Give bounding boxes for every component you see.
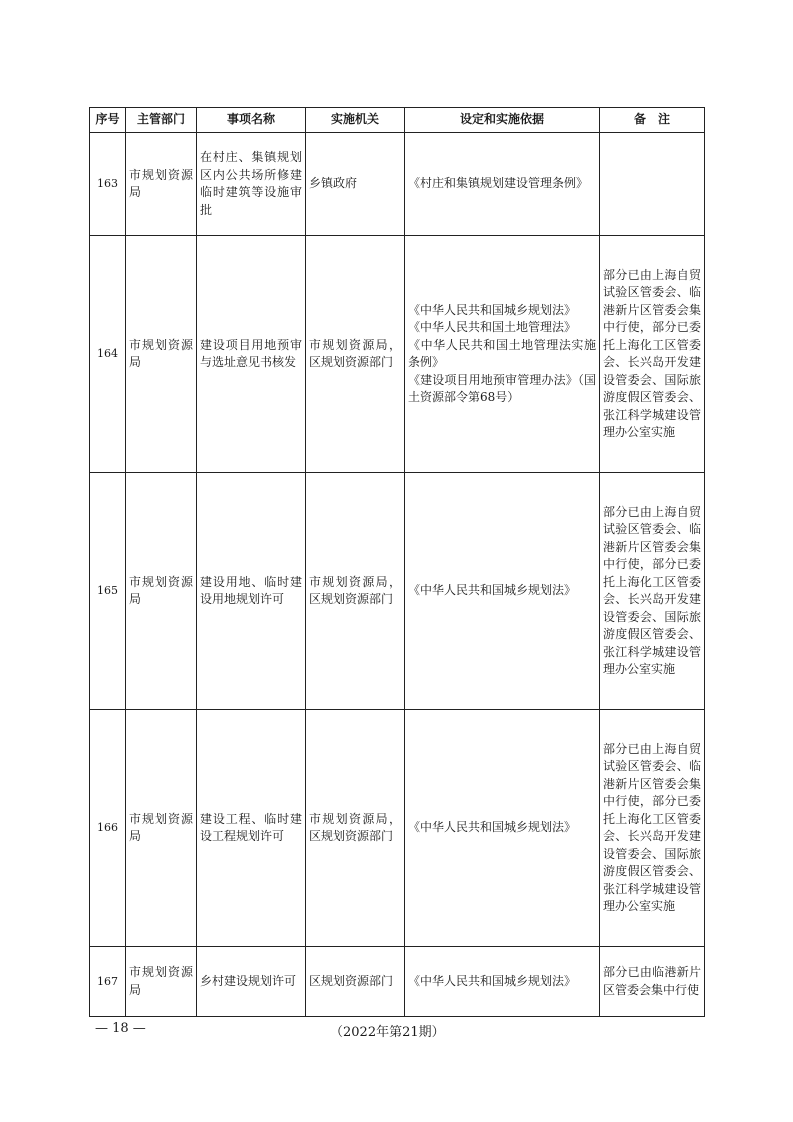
cell-item: 在村庄、集镇规划区内公共场所修建临时建筑等设施审批 — [197, 133, 306, 236]
table-row — [90, 133, 705, 236]
table-row — [90, 947, 705, 1017]
header-seq: 序号 — [90, 108, 126, 133]
cell-basis: 《中华人民共和国城乡规划法》 — [405, 710, 600, 947]
table-row — [90, 236, 705, 473]
cell-basis: 《村庄和集镇规划建设管理条例》 — [405, 133, 600, 236]
cell-notes — [600, 133, 705, 236]
cell-seq: 167 — [90, 947, 126, 1017]
cell-agency: 区规划资源部门 — [306, 947, 405, 1017]
header-agency: 实施机关 — [306, 108, 405, 133]
cell-item: 乡村建设规划许可 — [197, 947, 306, 1017]
table-row — [90, 473, 705, 710]
issue-label: （2022年第21期） — [330, 1025, 445, 1040]
cell-notes: 部分已由上海自贸试验区管委会、临港新片区管委会集中行使，部分已委托上海化工区管委会、长兴岛开发建设管委会、国际旅游度假区管委会、张江科学城建设管理办公室实施 — [600, 236, 705, 473]
cell-notes: 部分已由临港新片区管委会集中行使 — [600, 947, 705, 1017]
cell-seq: 165 — [90, 473, 126, 710]
page-number: — 18 — — [95, 1021, 146, 1036]
cell-basis: 《中华人民共和国城乡规划法》 《中华人民共和国土地管理法》 《中华人民共和国土地管理法实施条例》 《建设项目用地预审管理办法》（国土资源部令第68号） — [405, 236, 600, 473]
cell-agency: 市规划资源局，区规划资源部门 — [306, 473, 405, 710]
cell-notes: 部分已由上海自贸试验区管委会、临港新片区管委会集中行使，部分已委托上海化工区管委会、长兴岛开发建设管委会、国际旅游度假区管委会、张江科学城建设管理办公室实施 — [600, 473, 705, 710]
cell-item: 建设项目用地预审与选址意见书核发 — [197, 236, 306, 473]
regulation-table — [89, 107, 705, 1017]
cell-item: 建设用地、临时建设用地规划许可 — [197, 473, 306, 710]
cell-basis: 《中华人民共和国城乡规划法》 — [405, 473, 600, 710]
cell-basis: 《中华人民共和国城乡规划法》 — [405, 947, 600, 1017]
header-dept: 主管部门 — [126, 108, 197, 133]
cell-seq: 166 — [90, 710, 126, 947]
table-header-row — [90, 108, 705, 133]
cell-seq: 164 — [90, 236, 126, 473]
cell-agency: 乡镇政府 — [306, 133, 405, 236]
cell-notes: 部分已由上海自贸试验区管委会、临港新片区管委会集中行使，部分已委托上海化工区管委会、长兴岛开发建设管委会、国际旅游度假区管委会、张江科学城建设管理办公室实施 — [600, 710, 705, 947]
cell-agency: 市规划资源局，区规划资源部门 — [306, 236, 405, 473]
cell-dept: 市规划资源局 — [126, 133, 197, 236]
cell-item: 建设工程、临时建设工程规划许可 — [197, 710, 306, 947]
cell-agency: 市规划资源局，区规划资源部门 — [306, 710, 405, 947]
cell-dept: 市规划资源局 — [126, 473, 197, 710]
header-item: 事项名称 — [197, 108, 306, 133]
header-notes: 备 注 — [600, 108, 705, 133]
cell-dept: 市规划资源局 — [126, 236, 197, 473]
cell-dept: 市规划资源局 — [126, 710, 197, 947]
cell-seq: 163 — [90, 133, 126, 236]
cell-dept: 市规划资源局 — [126, 947, 197, 1017]
table-row — [90, 710, 705, 947]
header-basis: 设定和实施依据 — [405, 108, 600, 133]
